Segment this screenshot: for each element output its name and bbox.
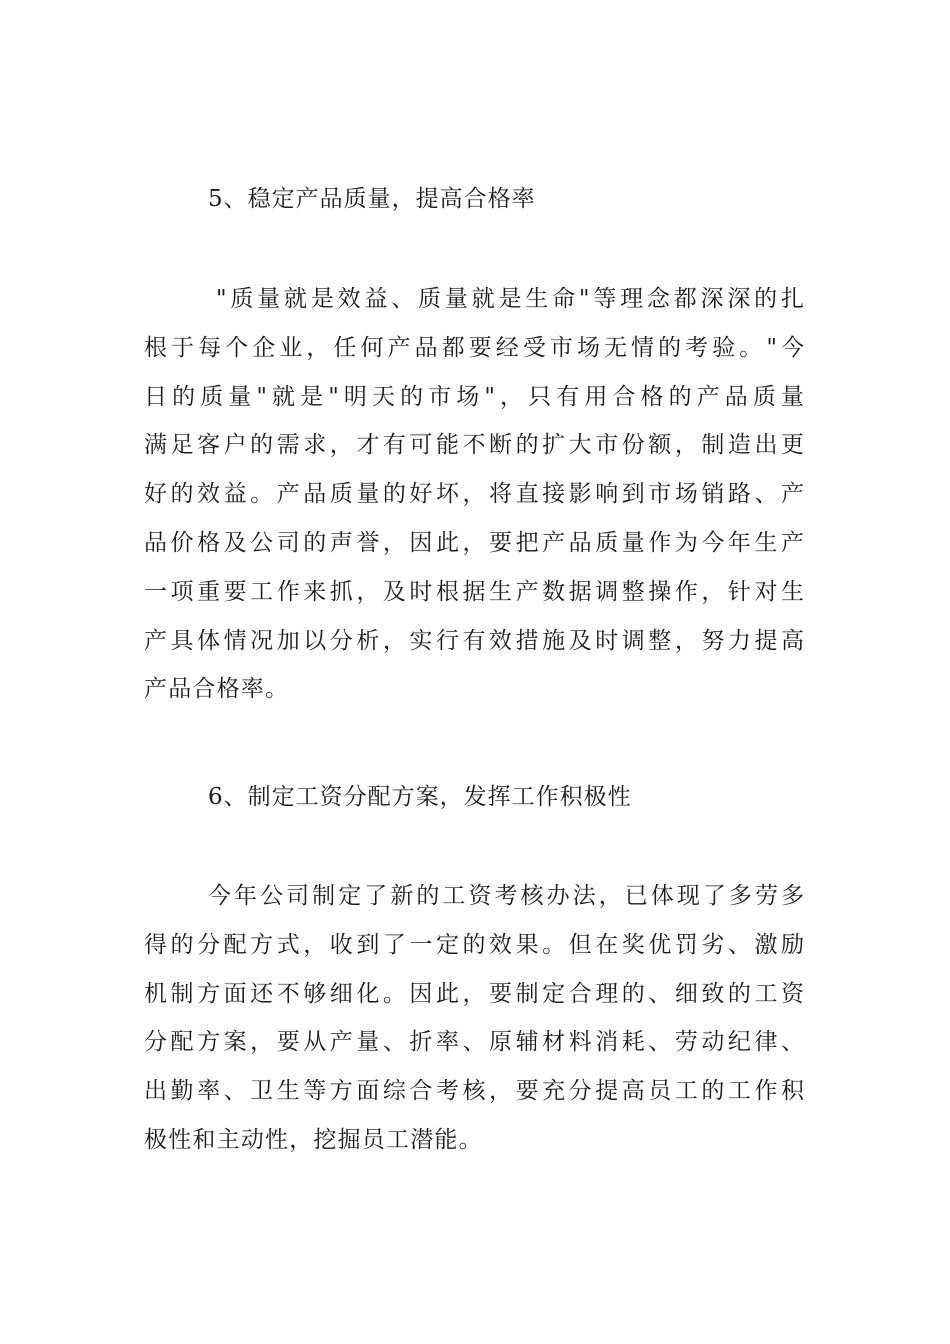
section-paragraph-5 xyxy=(144,284,804,723)
paragraph-line: 得的分配方式，收到了一定的效果。但在奖优罚劣、激励 xyxy=(144,931,804,958)
paragraph-line: 今年公司制定了新的工资考核办法，已体现了多劳多 xyxy=(208,883,804,909)
paragraph-line: 一项重要工作来抓，及时根据生产数据调整操作，针对生 xyxy=(144,578,804,605)
paragraph-line: 机制方面还不够细化。因此，要制定合理的、细致的工资 xyxy=(144,980,804,1007)
paragraph-line: 日的质量"就是"明天的市场"，只有用合格的产品质量 xyxy=(144,383,804,410)
paragraph-line: 产品合格率。 xyxy=(144,676,290,703)
section-heading-5: 5、稳定产品质量，提高合格率 xyxy=(208,186,536,212)
paragraph-line: 品价格及公司的声誉，因此，要把产品质量作为今年生产 xyxy=(144,529,804,556)
section-paragraph-6 xyxy=(144,881,804,1174)
paragraph-line: 根于每个企业，任何产品都要经受市场无情的考验。"今 xyxy=(144,334,804,361)
paragraph-line: 分配方案，要从产量、折率、原辅材料消耗、劳动纪律、 xyxy=(144,1029,804,1056)
paragraph-line: 出勤率、卫生等方面综合考核，要充分提高员工的工作积 xyxy=(144,1078,804,1105)
paragraph-line: "质量就是效益、质量就是生命"等理念都深深的扎 xyxy=(216,286,804,312)
paragraph-line: 产具体情况加以分析，实行有效措施及时调整，努力提高 xyxy=(144,627,804,654)
paragraph-line: 极性和主动性，挖掘员工潜能。 xyxy=(144,1126,483,1153)
paragraph-line: 好的效益。产品质量的好坏，将直接影响到市场销路、产 xyxy=(144,481,804,508)
paragraph-line: 满足客户的需求，才有可能不断的扩大市份额，制造出更 xyxy=(144,432,804,459)
section-heading-6: 6、制定工资分配方案，发挥工作积极性 xyxy=(208,784,632,810)
